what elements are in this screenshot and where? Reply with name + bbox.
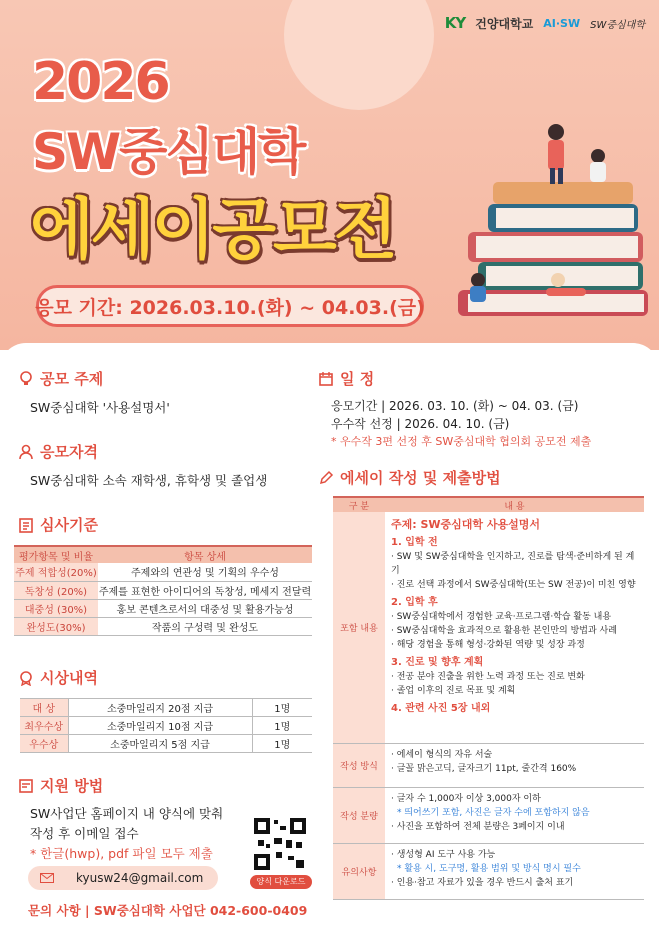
theme-text: SW중심대학 '사용설명서' <box>30 400 170 415</box>
list-item: · 사진을 포함하여 전체 분량은 3페이지 이내 <box>391 822 565 832</box>
eligibility-heading-text: 응모자격 <box>40 443 98 461</box>
logo-row <box>445 14 645 32</box>
judging-detail: 주제와의 연관성 및 기획의 우수성 <box>98 563 312 581</box>
essay-part-title: 4. 관련 사진 5장 내외 <box>391 703 491 714</box>
aisw-logo: AI·SW <box>543 16 581 30</box>
essay-part-title: 3. 진로 및 향후 계획 <box>391 657 484 668</box>
award-prize: 소중마일리지 5점 지급 <box>68 735 252 753</box>
essay-heading <box>318 467 501 488</box>
hero-banner <box>0 0 659 350</box>
essay-style-body <box>385 744 644 787</box>
essay-part-title: 2. 입학 후 <box>391 597 438 608</box>
table-row <box>333 788 644 844</box>
judging-header-item: 평가항목 및 비율 <box>14 546 98 563</box>
mail-icon <box>40 873 54 883</box>
schedule-heading <box>318 368 374 389</box>
title-year: 2026 <box>32 52 169 112</box>
essay-content-body <box>385 512 644 743</box>
list-item: · 에세이 형식의 자유 서술 <box>391 750 493 760</box>
table-row <box>14 581 312 599</box>
essay-table <box>333 496 644 900</box>
award-prize: 소중마일리지 10점 지급 <box>68 717 252 735</box>
judging-detail: 작품의 구성력 및 완성도 <box>98 617 312 635</box>
list-item: · 생성형 AI 도구 사용 가능 <box>391 850 496 860</box>
essay-heading-text: 에세이 작성 및 제출방법 <box>340 469 501 487</box>
table-row <box>333 512 644 744</box>
award-prize: 소중마일리지 20점 지급 <box>68 699 252 717</box>
application-period: 응모 기간: 2026.03.10.(화) ~ 04.03.(금) <box>36 285 424 327</box>
apply-heading <box>18 775 103 796</box>
list-item: · SW중심대학에서 경험한 교육·프로그램·학습 활동 내용 <box>391 612 612 622</box>
theme-heading <box>18 368 103 389</box>
essay-length-label: 작성 분량 <box>333 788 385 843</box>
qr-download-label[interactable]: 양식 다운로드 <box>250 875 312 889</box>
essay-header-content: 내 용 <box>504 501 525 512</box>
judging-header-detail: 항목 상세 <box>98 546 312 563</box>
table-row <box>14 563 312 581</box>
email-address: kyusw24@gmail.com <box>76 871 204 885</box>
essay-part-title: 1. 입학 전 <box>391 537 438 548</box>
table-row <box>20 717 312 735</box>
apply-line1: SW사업단 홈페이지 내 양식에 맞춰 <box>30 806 224 821</box>
essay-content-label: 포함 내용 <box>333 512 385 743</box>
title-main: SW중심대학 <box>32 123 305 181</box>
calendar-icon <box>318 371 334 387</box>
table-row <box>333 844 644 900</box>
schedule-heading-text: 일 정 <box>340 370 375 388</box>
list-item: · 졸업 이후의 진로 목표 및 계획 <box>391 686 516 696</box>
essay-length-body <box>385 788 644 843</box>
university-logo-mark: KY <box>444 14 466 32</box>
judging-table <box>14 545 312 636</box>
list-item: * 띄어쓰기 포함, 사진은 글자 수에 포함하지 않음 <box>397 808 590 818</box>
medal-icon <box>18 670 34 686</box>
judging-heading <box>18 514 98 535</box>
judging-item: 대중성 (30%) <box>14 599 98 617</box>
award-count: 1명 <box>252 735 312 753</box>
awards-heading <box>18 667 98 688</box>
decor-circle <box>284 0 434 110</box>
checklist-icon <box>18 517 34 533</box>
table-row <box>20 735 312 753</box>
list-item: · 인용·참고 자료가 있을 경우 반드시 출처 표기 <box>391 878 574 888</box>
eligibility-text: SW중심대학 소속 재학생, 휴학생 및 졸업생 <box>30 473 268 488</box>
judging-heading-text: 심사기준 <box>40 516 98 534</box>
apply-heading-text: 지원 방법 <box>40 777 104 795</box>
pencil-icon <box>318 470 334 486</box>
list-item: · SW 및 SW중심대학을 인지하고, 진로를 탐색·준비하게 된 계기 <box>391 552 635 576</box>
essay-table-header <box>333 496 644 512</box>
title-event: 에세이공모전 <box>30 191 395 268</box>
email-pill[interactable] <box>28 866 218 890</box>
list-item: · SW중심대학을 효과적으로 활용한 본인만의 방법과 사례 <box>391 626 617 636</box>
table-row <box>14 599 312 617</box>
essay-notes-body <box>385 844 644 899</box>
award-count: 1명 <box>252 717 312 735</box>
essay-notes-label: 유의사항 <box>333 844 385 899</box>
schedule-selection: 우수작 선정 | 2026. 04. 10. (금) <box>331 417 510 431</box>
list-item: · 진로 선택 과정에서 SW중심대학(또는 SW 전공)이 미친 영향 <box>391 580 636 590</box>
awards-heading-text: 시상내역 <box>40 669 98 687</box>
list-item: · 글꼴 맑은고딕, 글자크기 11pt, 줄간격 160% <box>391 764 577 774</box>
essay-header-category: 구 분 <box>348 501 370 512</box>
document-icon <box>18 778 34 794</box>
contact-info: 문의 사항 | SW중심대학 사업단 042-600-0409 <box>28 903 308 918</box>
judging-item: 완성도(30%) <box>14 617 98 635</box>
list-item: · 전공 분야 진출을 위한 노력 과정 또는 진로 변화 <box>391 672 585 682</box>
table-row <box>333 744 644 788</box>
essay-topic: 주제: SW중심대학 사용설명서 <box>391 518 540 531</box>
lightbulb-icon <box>18 371 34 387</box>
theme-heading-text: 공모 주제 <box>40 370 104 388</box>
award-count: 1명 <box>252 699 312 717</box>
awards-table <box>20 698 312 753</box>
person-icon <box>18 444 34 460</box>
apply-note: * 한글(hwp), pdf 파일 모두 제출 <box>30 846 213 861</box>
eligibility-heading <box>18 441 98 462</box>
list-item: * 활용 시, 도구명, 활용 범위 및 방식 명시 필수 <box>397 864 581 874</box>
essay-style-label: 작성 방식 <box>333 744 385 787</box>
sw-center-logo: SW중심대학 <box>590 19 645 31</box>
apply-line2: 작성 후 이메일 접수 <box>30 826 139 841</box>
university-name: 건양대학교 <box>475 16 534 31</box>
book-stack-illustration <box>438 120 658 345</box>
award-rank: 우수상 <box>20 735 68 753</box>
judging-item: 주제 적합성(20%) <box>14 563 98 581</box>
schedule-period: 응모기간 | 2026. 03. 10. (화) ~ 04. 03. (금) <box>331 399 579 413</box>
judging-detail: 홍보 콘텐츠로서의 대중성 및 활용가능성 <box>98 599 312 617</box>
award-rank: 대 상 <box>20 699 68 717</box>
judging-item: 독창성 (20%) <box>14 581 98 599</box>
table-row <box>20 699 312 717</box>
list-item: · 글자 수 1,000자 이상 3,000자 이하 <box>391 794 541 804</box>
schedule-note: * 우수작 3편 선정 후 SW중심대학 협의회 공모전 제출 <box>331 435 592 448</box>
table-row <box>14 617 312 635</box>
judging-detail: 주제를 표현한 아이디어의 독창성, 메세지 전달력 <box>98 581 312 599</box>
list-item: · 해당 경험을 통해 형성·강화된 역량 및 성장 과정 <box>391 640 585 650</box>
award-rank: 최우수상 <box>20 717 68 735</box>
qr-code-icon[interactable] <box>254 818 306 870</box>
